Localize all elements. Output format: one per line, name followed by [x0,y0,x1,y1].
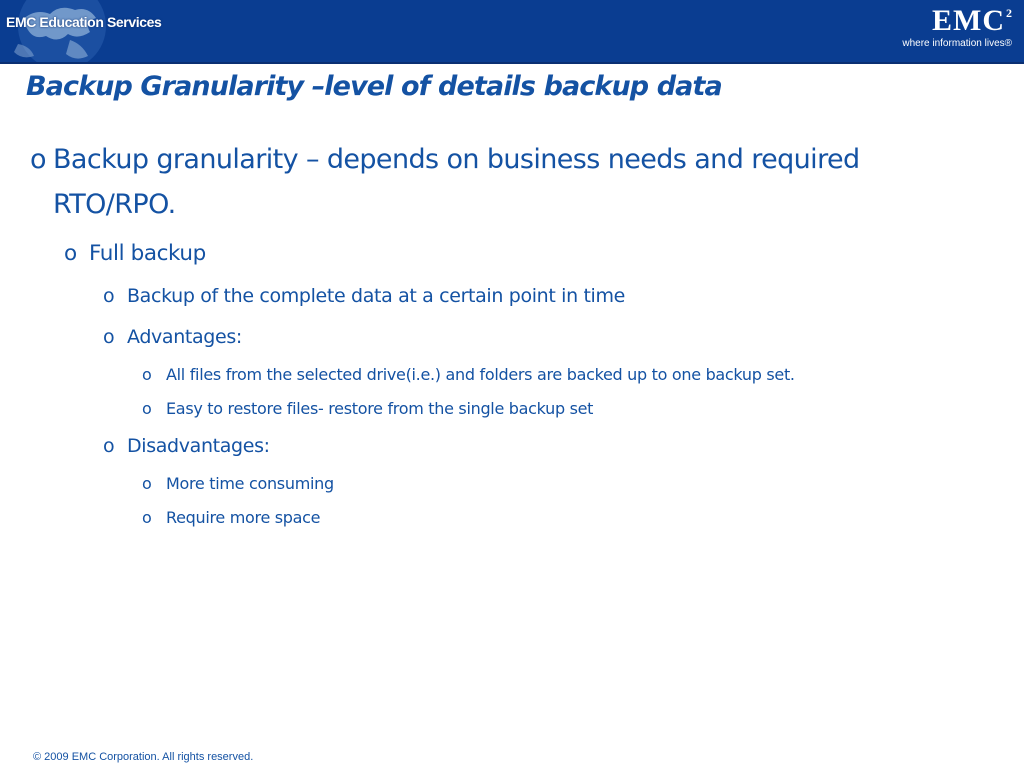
slide-header-bar [0,0,1024,64]
bullet-marker: o [142,365,152,384]
education-services-label: EMC Education Services [6,14,162,30]
emc-tagline: where information lives® [902,38,1012,49]
bullet-text: All files from the selected drive(i.e.) and folders are backed up to one backup set. [166,365,795,384]
emc-logo [882,6,1012,56]
bullet-text: More time consuming [166,474,334,493]
bullet-marker: o [103,326,115,348]
slide-title: Backup Granularity –level of details backup data [26,71,722,102]
bullet-text: Backup granularity – depends on business needs and required [53,144,860,175]
bullet-marker: o [103,285,115,307]
bullet-text: Advantages: [127,326,242,348]
bullet-marker: o [64,241,77,266]
bullet-text: Backup of the complete data at a certain point in time [127,285,625,307]
bullet-marker: o [142,399,152,418]
copyright-footer: © 2009 EMC Corporation. All rights reserved. [33,751,254,763]
bullet-text: Require more space [166,508,321,527]
bullet-marker: o [30,144,46,175]
emc-logo-text: EMC [932,4,1005,37]
bullet-text-continuation: RTO/RPO. [53,189,176,220]
bullet-text: Disadvantages: [127,435,270,457]
bullet-marker: o [103,435,115,457]
emc-logo-superscript: 2 [1006,6,1012,20]
bullet-marker: o [142,474,152,493]
bullet-text: Full backup [89,241,206,266]
bullet-text: Easy to restore files- restore from the single backup set [166,399,594,418]
bullet-marker: o [142,508,152,527]
globe-icon [0,0,150,62]
